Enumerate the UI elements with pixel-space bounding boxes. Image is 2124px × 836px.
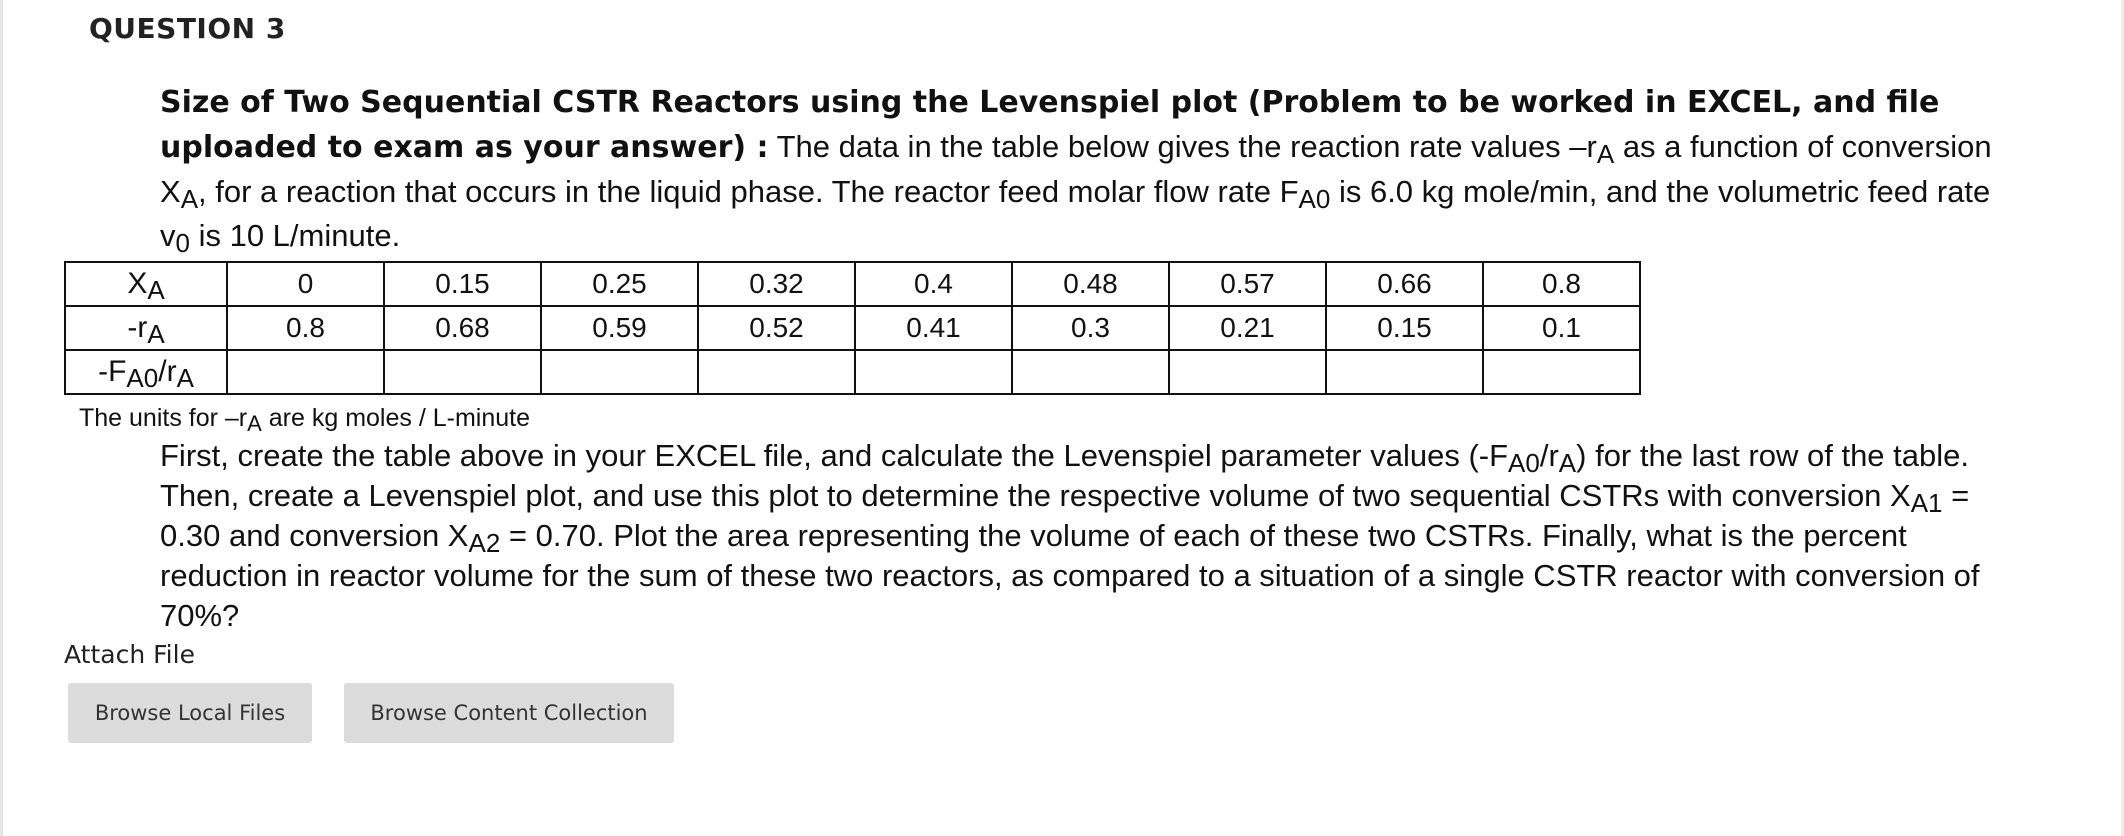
table-cell: 0.59 — [541, 306, 698, 350]
table-cell: 0 — [227, 262, 384, 306]
rate-data-table — [64, 261, 1641, 395]
table-cell: 0.4 — [855, 262, 1012, 306]
table-cell-empty — [1326, 350, 1483, 394]
table-cell: 0.32 — [698, 262, 855, 306]
table-cell-empty — [855, 350, 1012, 394]
table-cell: 0.57 — [1169, 262, 1326, 306]
table-cell: 0.15 — [384, 262, 541, 306]
table-row-rate — [65, 306, 1640, 350]
table-cell: 0.15 — [1326, 306, 1483, 350]
table-cell: 0.48 — [1012, 262, 1169, 306]
table-cell: 0.41 — [855, 306, 1012, 350]
table-cell-empty — [541, 350, 698, 394]
question-heading: Size of Two Sequential CSTR Reactors using the Levenspiel plot (Problem to be worked in EXCEL, and file uploaded to exam as your answer) : — [160, 85, 1940, 165]
table-cell-empty — [1169, 350, 1326, 394]
table-cell: 0.8 — [1483, 262, 1640, 306]
browse-local-files-button[interactable]: Browse Local Files — [68, 683, 312, 743]
table-row-conversion — [65, 262, 1640, 306]
table-cell: 0.52 — [698, 306, 855, 350]
table-cell: 0.25 — [541, 262, 698, 306]
attach-file-label: Attach File — [64, 640, 195, 669]
row-header-levenspiel: $-F_{A0}/r_A$ — [65, 350, 227, 394]
table-cell: 0.68 — [384, 306, 541, 350]
question-instructions: First, create the table above in your EXCEL file, and calculate the Levenspiel parameter values $(-F_{A0}/r_A)$ for the last row of the table. Then, create a Levenspiel plot, and use this plot to determine the respective volume of two sequential CSTRs with conversion $X_{A1} = 0.30$ and conversion $X_{A2} = 0.70$. Plot the area representing the volume of each of these two CSTRs. Finally, what is the percent reduction in reactor volume for the sum of these two reactors, as compared to a situation of a single CSTR reactor with conversion of 70%? — [160, 438, 1980, 633]
browse-content-collection-button[interactable]: Browse Content Collection — [344, 683, 674, 743]
row-header-ra: $-r_A$ — [65, 306, 227, 350]
table-cell: 0.3 — [1012, 306, 1169, 350]
table-cell-empty — [698, 350, 855, 394]
table-cell-empty — [227, 350, 384, 394]
table-cell: 0.66 — [1326, 262, 1483, 306]
table-cell-empty — [1483, 350, 1640, 394]
question-intro: Size of Two Sequential CSTR Reactors using the Levenspiel plot (Problem to be worked in EXCEL, and file uploaded to exam as your answer) : The data in the table below gives the reaction rate values $-r_A$ as a function of conversion $X_A$, for a reaction that occurs in the liquid phase. The reactor feed molar flow rate $F_{A0}$ is 6.0 kg mole/min, and the volumetric feed rate $v_0$ is 10 L/minute. — [160, 85, 1992, 258]
table-cell: 0.21 — [1169, 306, 1326, 350]
table-cell-empty — [384, 350, 541, 394]
table-cell: 0.8 — [227, 306, 384, 350]
table-cell: 0.1 — [1483, 306, 1640, 350]
units-note: The units for $-r_A$ are kg moles / L-minute — [79, 404, 530, 436]
table-row-levenspiel — [65, 350, 1640, 394]
table-cell-empty — [1012, 350, 1169, 394]
page-left-border — [0, 0, 3, 836]
row-header-xa: $X_A$ — [65, 262, 227, 306]
question-title: QUESTION 3 — [89, 12, 286, 45]
